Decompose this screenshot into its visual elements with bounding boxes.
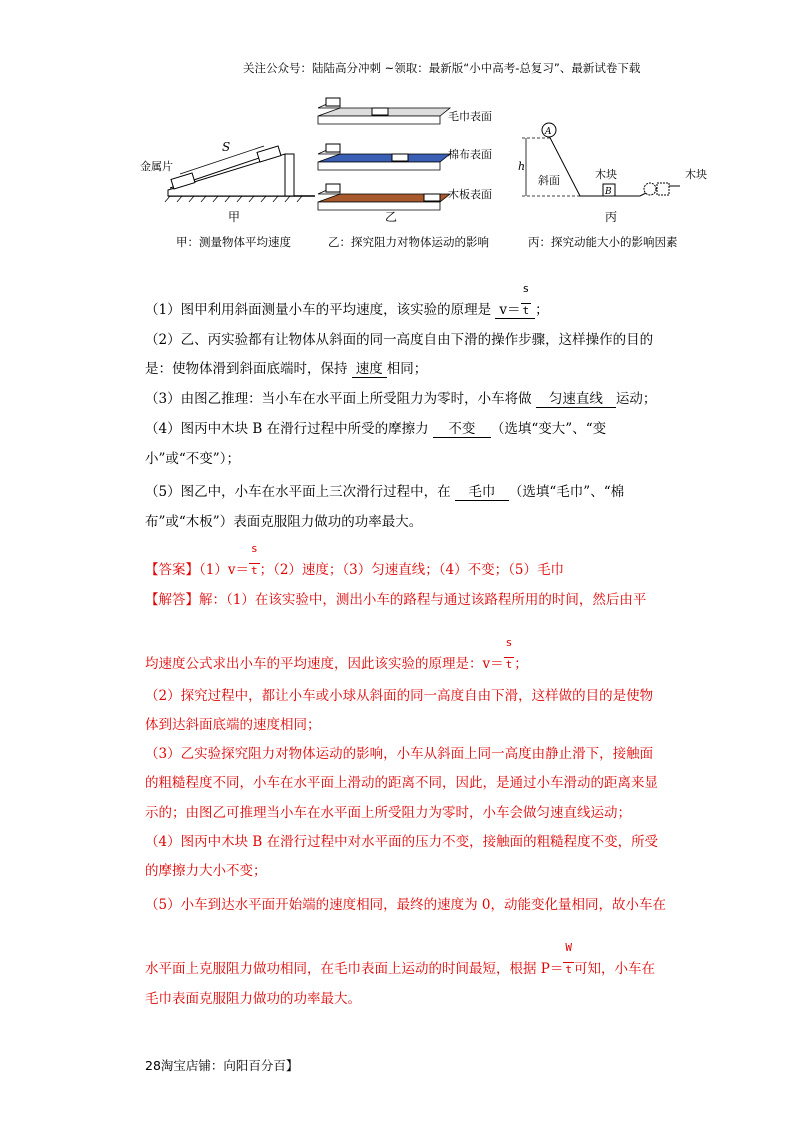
question-5-line-1: （5）图乙中，小车在水平面上三次滑行过程中，在 毛巾 （选填“毛巾”、“棉	[145, 480, 624, 501]
q2-answer: 速度	[352, 357, 387, 378]
q5-answer: 毛巾	[455, 480, 509, 501]
figure-jia	[140, 140, 315, 224]
figure-yi	[318, 98, 492, 224]
block-label-2: 木块	[685, 168, 707, 181]
caption-jia: 甲：测量物体平均速度	[176, 235, 291, 249]
block-b-label: B	[605, 187, 612, 197]
solution-line-4: 体到达斜面底端的速度相同；	[145, 717, 321, 733]
figure-bing-label: 丙	[605, 210, 618, 224]
question-1: （1）图甲利用斜面测量小车的平均速度，该实验的原理是 v＝ $\frac{s}{t}$ ；	[145, 282, 549, 318]
metal-sheet-label: 金属片	[140, 160, 173, 173]
towel-surface-label: 毛巾表面	[448, 110, 492, 123]
slope-label: 斜面	[538, 174, 560, 187]
answer-line: 【答案】（1）v＝ $\frac{s}{t}$；（2）速度；（3）匀速直线；（4）不变；（5）毛巾	[145, 542, 564, 578]
question-2-line-2: 是：使物体滑到斜面底端时，保持 速度 相同；	[145, 357, 427, 378]
ball-a-label: A	[545, 127, 552, 137]
q3-answer: 匀速直线	[536, 387, 616, 408]
solution-line-2: 均速度公式求出小车的平均速度，因此该实验的原理是：v＝ $\frac{s}{t}$；	[145, 636, 528, 672]
question-2-line-1: （2）乙、丙实验都有让物体从斜面的同一高度自由下滑的操作步骤，这样操作的目的	[145, 332, 654, 348]
question-4-line-2: 小”或“不变”）；	[145, 451, 240, 467]
question-3: （3）由图乙推理：当小车在水平面上所受阻力为零时，小车将做 匀速直线 运动；	[145, 387, 656, 408]
question-5-line-2: 布”或“木板”）表面克服阻力做功的功率最大。	[145, 514, 423, 530]
solution-line-12: 毛巾表面克服阻力做功的功率最大。	[145, 991, 361, 1007]
solution-line-9: 的摩擦力大小不变；	[145, 863, 267, 879]
cotton-surface-label: 棉布表面	[448, 148, 492, 161]
page-footer: 28淘宝店铺：向阳百分百】	[145, 1058, 299, 1073]
page-header: 关注公众号：陆陆高分冲刺 ~领取：最新版“小中高考-总复习”、最新试卷下载	[243, 61, 641, 75]
q4-answer: 不变	[433, 417, 491, 438]
solution-line-11: 水平面上克服阻力做功相同，在毛巾表面上运动的时间最短，根据 P＝ $\frac{W}{t}$可知，小车在	[145, 941, 655, 977]
question-4-line-1: （4）图丙中木块 B 在滑行过程中所受的摩擦力 不变 （选填“变大”、“变	[145, 417, 606, 438]
figure-bing	[518, 123, 707, 224]
solution-line-1: 【解答】解：（1）在该实验中，测出小车的路程与通过该路程所用的时间，然后由平	[145, 592, 647, 608]
experiment-figure	[140, 88, 720, 258]
solution-line-7: 示的；由图乙可推理当小车在水平面上所受阻力为零时，小车会做匀速直线运动；	[145, 805, 631, 821]
distance-s-label: S	[222, 140, 231, 154]
figure-yi-label: 乙	[385, 210, 398, 224]
solution-line-3: （2）探究过程中，都让小车或小球从斜面的同一高度自由下滑，这样做的目的是使物	[145, 688, 654, 704]
caption-yi: 乙：探究阻力对物体运动的影响	[328, 235, 489, 249]
wood-surface-label: 木板表面	[448, 188, 492, 201]
solution-line-6: 的粗糙程度不同，小车在水平面上滑动的距离不同，因此，是通过小车滑动的距离来显	[145, 775, 658, 791]
q1-answer: v＝ $\frac{s}{t}$	[495, 298, 535, 319]
solution-line-5: （3）乙实验探究阻力对物体运动的影响，小车从斜面上同一高度由静止滑下，接触面	[145, 746, 654, 762]
solution-line-8: （4）图丙中木块 B 在滑行过程中对水平面的压力不变，接触面的粗糙程度不变，所受	[145, 834, 659, 850]
solution-line-10: （5）小车到达水平面开始端的速度相同，最终的速度为 0，动能变化量相同，故小车在	[145, 897, 666, 913]
block-label-1: 木块	[595, 168, 617, 181]
figure-jia-label: 甲	[228, 210, 241, 224]
height-h-label: h	[518, 160, 526, 173]
caption-bing: 丙：探究动能大小的影响因素	[528, 235, 678, 249]
